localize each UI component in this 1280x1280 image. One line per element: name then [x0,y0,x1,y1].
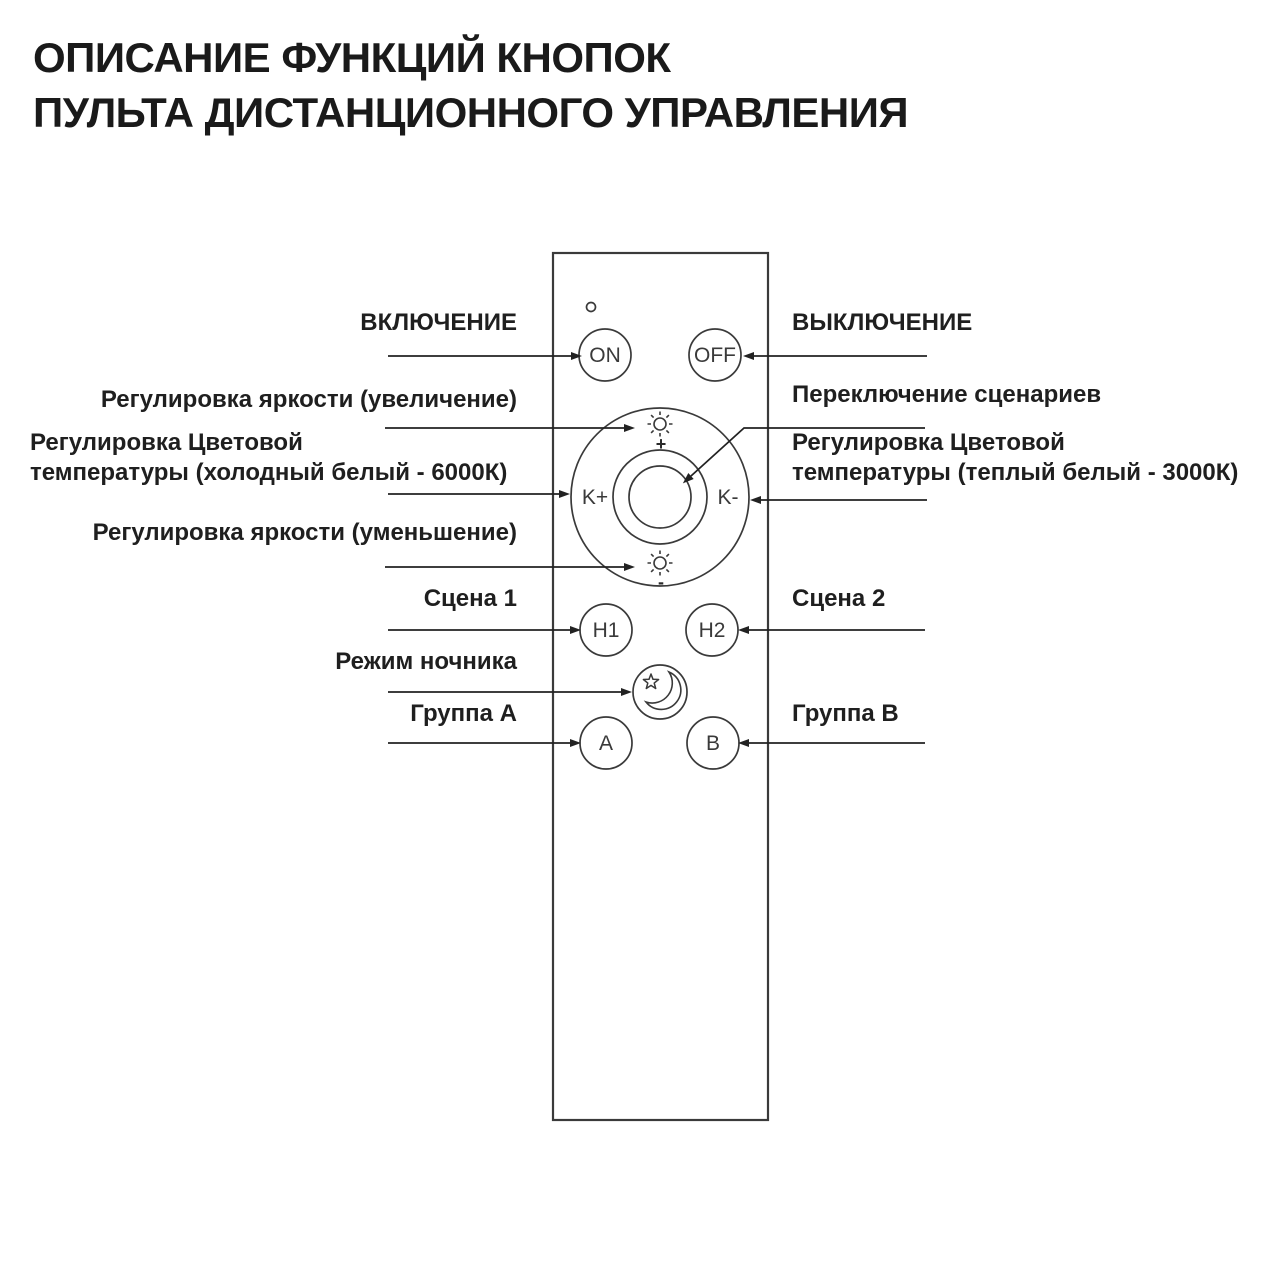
label-color-temp-cold-line-1: Регулировка Цветовой [30,429,303,456]
group-b-button-label: B [705,732,721,755]
page-title-line-2: ПУЛЬТА ДИСТАНЦИОННОГО УПРАВЛЕНИЯ [33,89,909,136]
on-button-label: ON [589,344,621,367]
label-scene-2: Сцена 2 [792,585,886,612]
label-power-off: ВЫКЛЮЧЕНИЕ [792,309,973,336]
h1-button-label: H1 [592,619,620,642]
h2-button-label: H2 [698,619,726,642]
label-color-temp-warm-line-1: Регулировка Цветовой [792,429,1065,456]
off-button-label: OFF [694,344,736,367]
brightness-up-plus-sign: + [655,434,667,454]
brightness-down-minus-sign: - [658,572,664,592]
k-minus-label: K- [717,486,739,509]
label-color-temp-cold-line-2: температуры (холодный белый - 6000К) [30,459,508,486]
label-scene-switch: Переключение сценариев [792,381,1102,408]
label-night-mode: Режим ночника [335,648,517,675]
label-group-a: Группа А [410,700,517,727]
label-brightness-down: Регулировка яркости (уменьшение) [92,519,517,546]
label-color-temp-warm-line-2: температуры (теплый белый - 3000К) [792,459,1239,486]
label-power-on: ВКЛЮЧЕНИЕ [360,309,517,336]
label-group-b: Группа В [792,700,899,727]
k-plus-label: K+ [581,486,609,509]
label-scene-1: Сцена 1 [423,585,517,612]
label-color-temp-warm [792,428,1238,488]
group-a-button-label: A [598,732,614,755]
page-title-line-1: ОПИСАНИЕ ФУНКЦИЙ КНОПОК [33,34,671,81]
label-brightness-up: Регулировка яркости (увеличение) [100,386,517,413]
label-color-temp-cold [30,428,507,488]
